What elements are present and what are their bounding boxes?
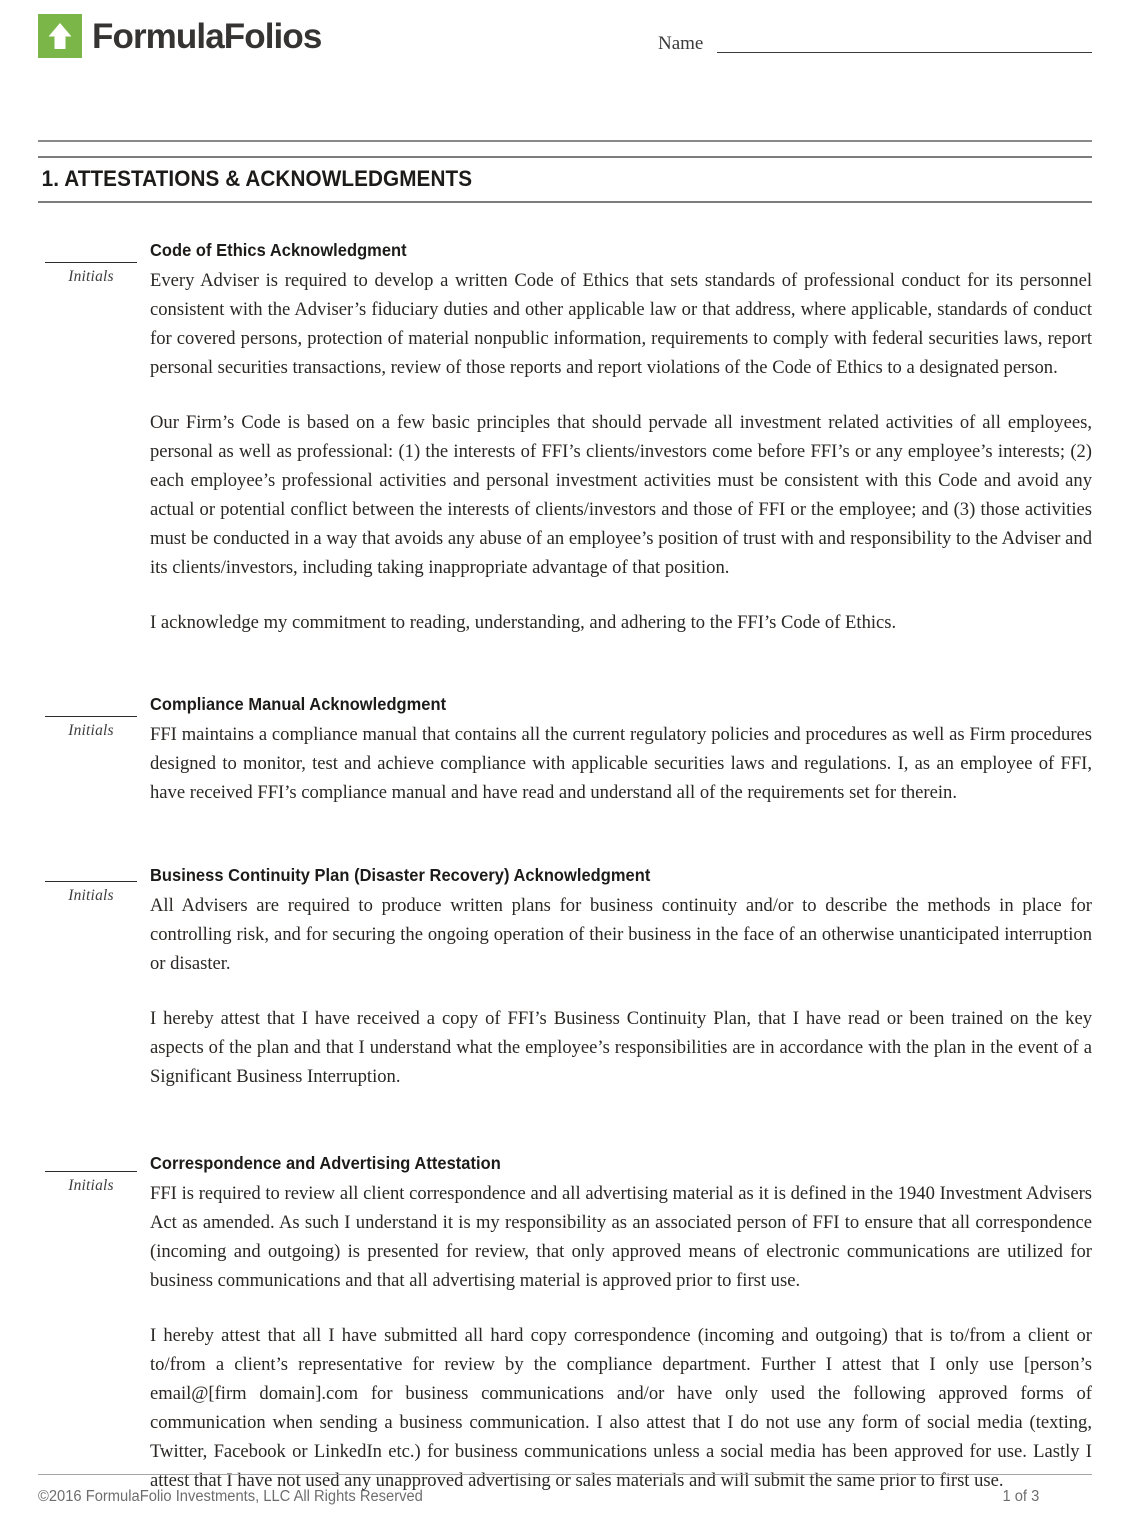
initials-field[interactable] <box>45 716 137 739</box>
name-input-line[interactable] <box>717 51 1092 53</box>
up-arrow-icon <box>38 14 82 58</box>
footer-page-number: 1 of 3 <box>1002 1488 1040 1505</box>
block-paragraph: Our Firm’s Code is based on a few basic principles that should pervade all investment related activities of all employees, personal as well as professional: (1) the interests of FFI’s clients/investors come before FFI’s or any employee’s interests; (2) each employee’s professional activities and personal investment activities must be consistent with this Code and avoid any actual or potential conflict between the interests of clients/investors and those of FFI or the employee; and (3) those activities must be conducted in a way that avoids any abuse of an employee’s position of trust with and responsibility to the Adviser and its clients/investors, including taking inappropriate advantage of that position. <box>150 412 1092 578</box>
initials-label: Initials <box>68 887 114 904</box>
initials-label: Initials <box>68 722 114 739</box>
block-body <box>150 240 1092 637</box>
section-header <box>38 156 1092 203</box>
block-heading: Compliance Manual Acknowledgment <box>150 694 447 714</box>
attestation-block-business-continuity <box>38 865 1092 1091</box>
block-paragraph: I hereby attest that I have received a copy of FFI’s Business Continuity Plan, that I have read or been trained on the key aspects of the plan and that I understand what the employee’s responsibilities are in accordance with the plan in the event of a Significant Business Interruption. <box>150 1008 1092 1087</box>
initials-field[interactable] <box>45 1171 137 1194</box>
block-paragraph: I acknowledge my commitment to reading, understanding, and adhering to the FFI’s Code of Ethics. <box>150 612 897 633</box>
page-footer <box>38 1488 1039 1506</box>
name-label: Name <box>658 33 704 54</box>
block-paragraph: I hereby attest that all I have submitted all hard copy correspondence (incoming and outgoing) that is to/from a client or to/from a client’s representative for review by the compliance department. Further I attest that I only use [person’s email@[firm domain].com for business communications and/or have only used the following approved forms of communication when sending a business communication. I also attest that I do not use any form of social media (texting, Twitter, Facebook or LinkedIn etc.) for business communications unless a social media has been approved for use. Lastly I attest that I have not used any unapproved advertising or sales materials and will submit the same prior to first use. <box>150 1325 1092 1491</box>
initials-label: Initials <box>68 1177 114 1194</box>
header-divider <box>38 140 1092 142</box>
footer-divider <box>38 1474 1092 1475</box>
page-header <box>38 14 1092 76</box>
name-field[interactable] <box>658 34 1092 55</box>
block-heading: Code of Ethics Acknowledgment <box>150 240 407 260</box>
attestation-blocks <box>38 240 1092 1495</box>
block-heading: Business Continuity Plan (Disaster Recovery) Acknowledgment <box>150 865 651 885</box>
section-rule-bottom <box>38 201 1092 203</box>
block-body <box>150 865 1092 1091</box>
attestation-block-correspondence <box>38 1153 1092 1495</box>
block-paragraph: Every Adviser is required to develop a written Code of Ethics that sets standards of professional conduct for its personnel consistent with the Adviser’s fiduciary duties and other applicable law or that address, where applicable, standards of conduct for covered persons, protection of material nonpublic information, requirements to comply with federal securities laws, report personal securities transactions, review of those reports and report violations of the Code of Ethics to a designated person. <box>150 270 1092 378</box>
brand-logo <box>38 14 321 58</box>
block-heading: Correspondence and Advertising Attestation <box>150 1153 501 1173</box>
block-body <box>150 694 1092 807</box>
footer-copyright: ©2016 FormulaFolio Investments, LLC All Rights Reserved <box>38 1488 423 1505</box>
initials-field[interactable] <box>45 881 137 904</box>
initials-label: Initials <box>68 268 114 285</box>
block-paragraph: All Advisers are required to produce written plans for business continuity and/or to describe the methods in place for controlling risk, and for securing the ongoing operation of their business in the face of an otherwise unanticipated interruption or disaster. <box>150 895 1092 974</box>
block-paragraph: FFI maintains a compliance manual that contains all the current regulatory policies and procedures as well as Firm procedures designed to monitor, test and achieve compliance with applicable securities laws and regulations. I, as an employee of FFI, have received FFI’s compliance manual and have read and understand all of the requirements set for therein. <box>150 724 1092 803</box>
attestation-block-compliance-manual <box>38 694 1092 807</box>
block-body <box>150 1153 1092 1495</box>
section-title: 1. ATTESTATIONS & ACKNOWLEDGMENTS <box>41 166 473 191</box>
brand-wordmark: FormulaFolios <box>92 16 322 56</box>
initials-field[interactable] <box>45 262 137 285</box>
block-paragraph: FFI is required to review all client correspondence and all advertising material as it is defined in the 1940 Investment Advisers Act as amended. As such I understand it is my responsibility as an associated person of FFI to ensure that all correspondence (incoming and outgoing) is presented for review, that only approved means of electronic communications are utilized for business communications and that all advertising material is approved prior to first use. <box>150 1183 1092 1291</box>
attestation-block-code-of-ethics <box>38 240 1092 637</box>
